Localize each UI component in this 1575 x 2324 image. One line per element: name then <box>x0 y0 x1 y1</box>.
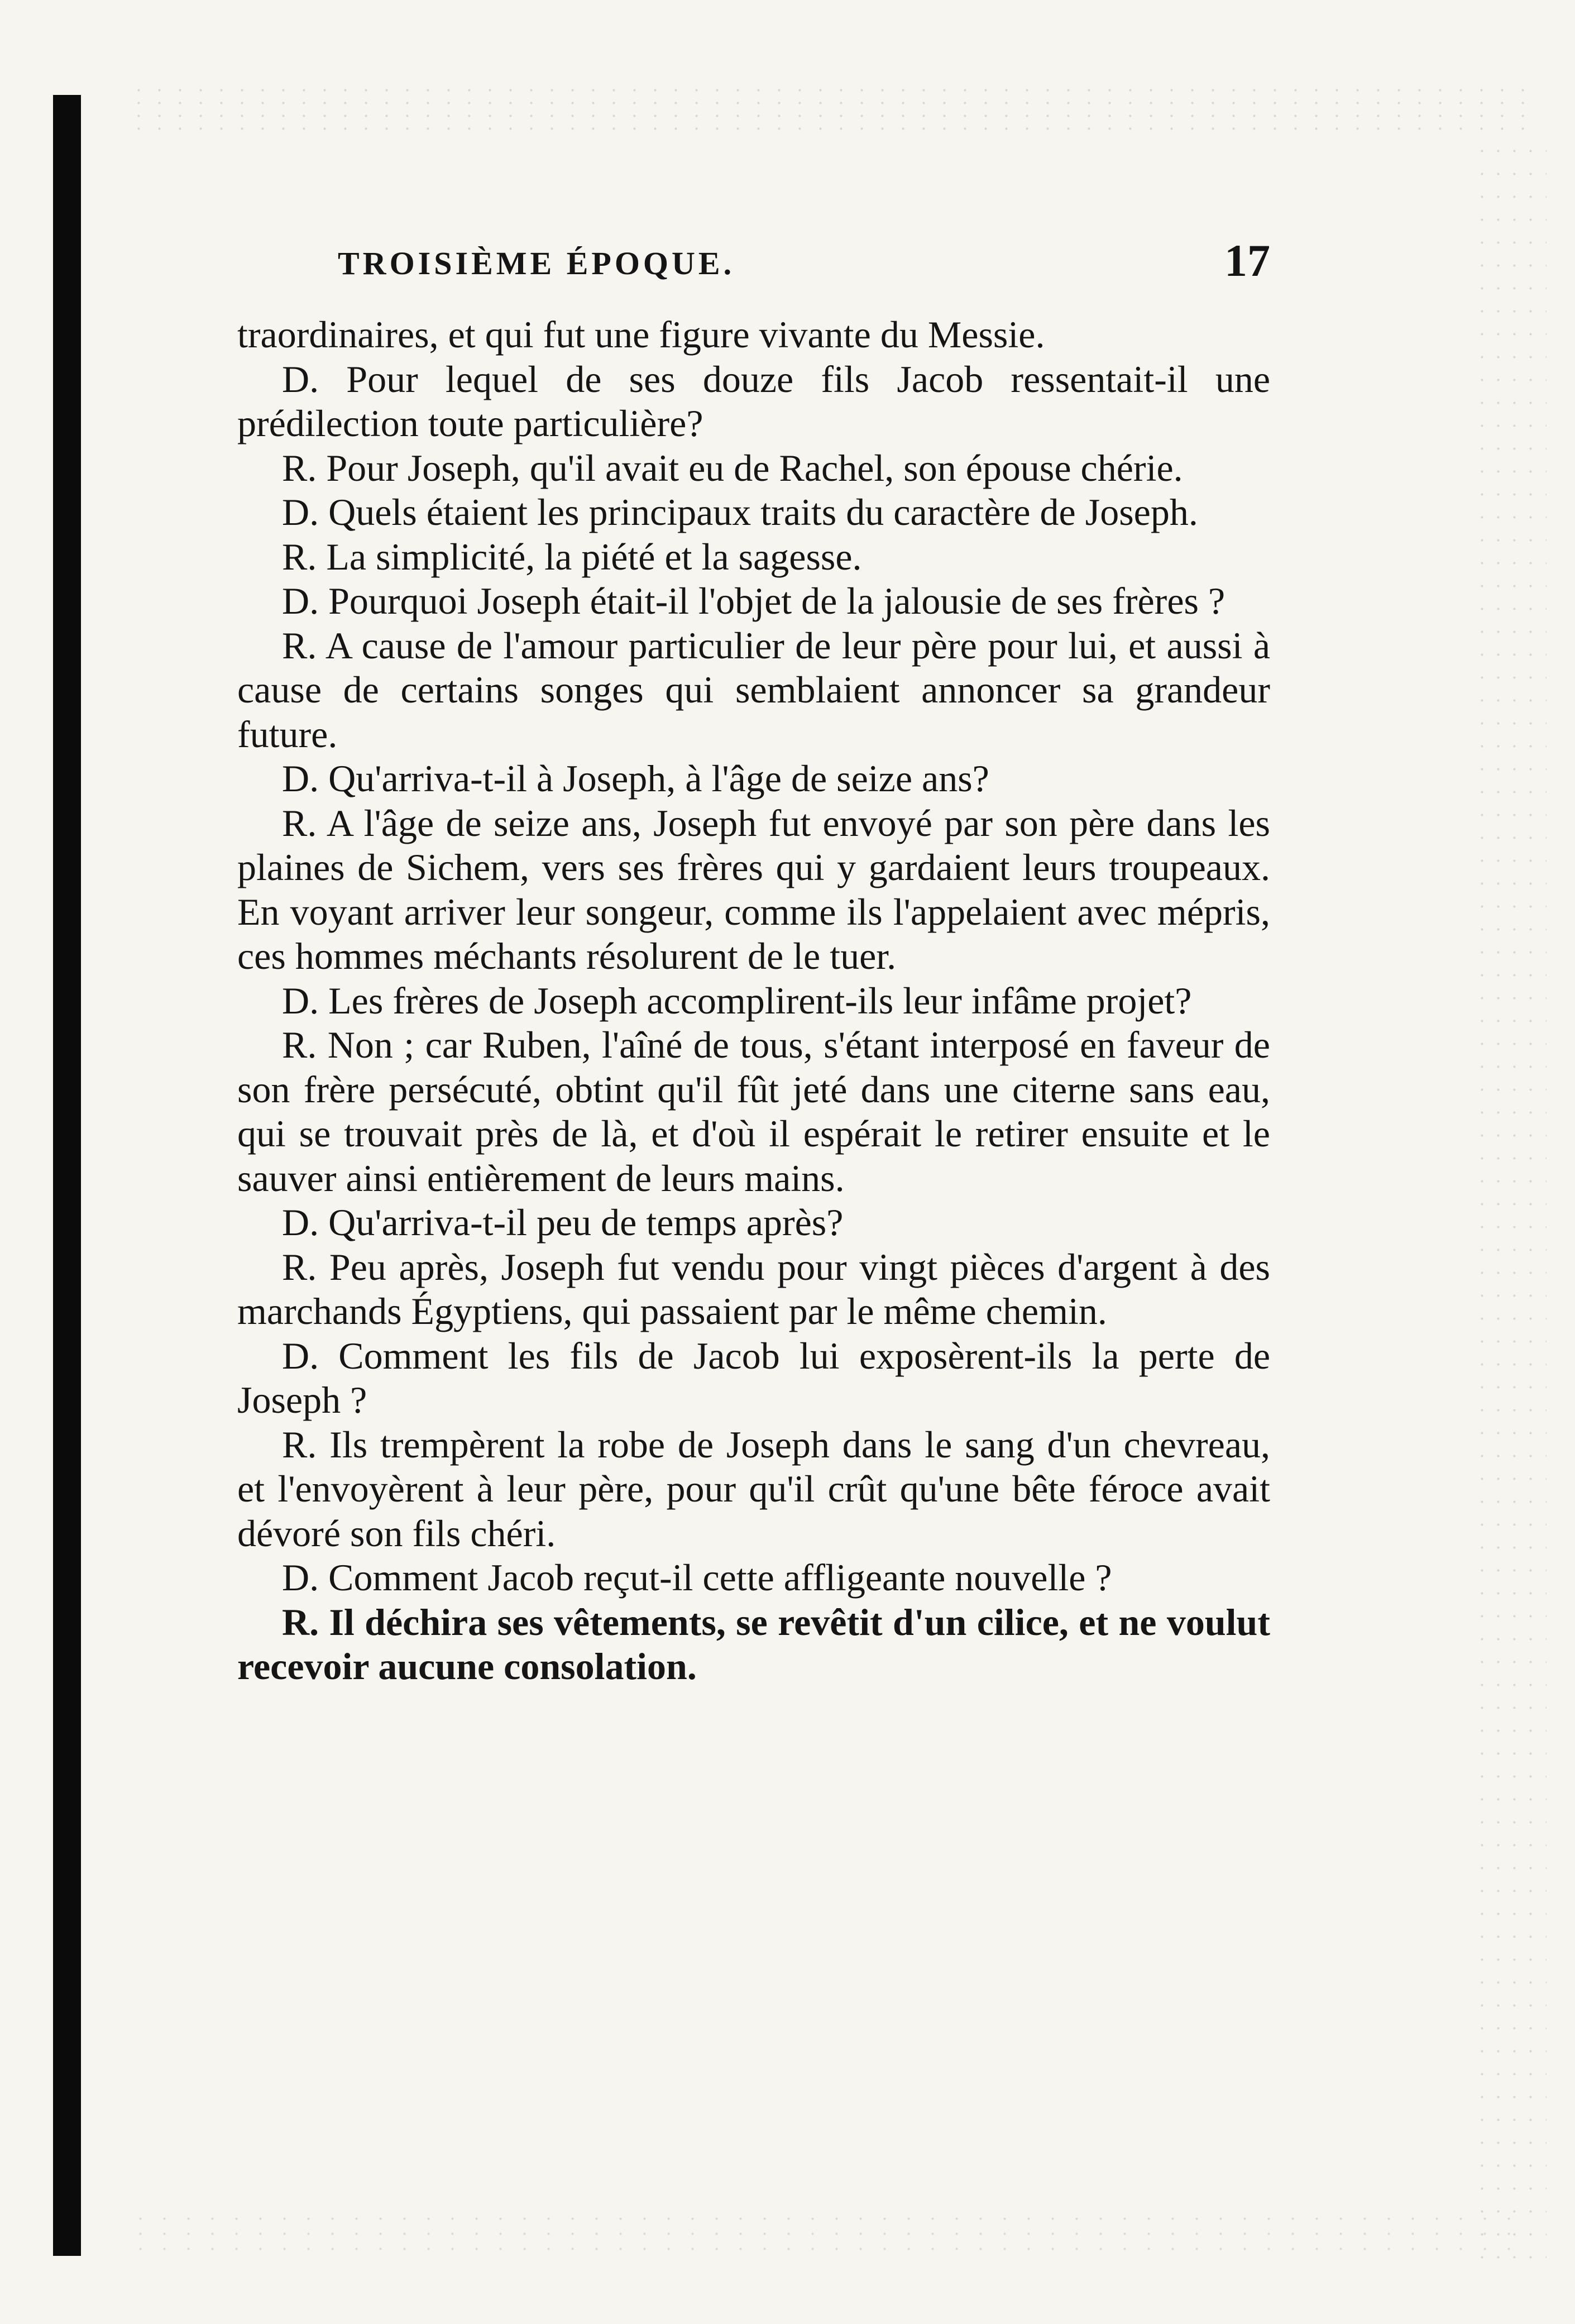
question-paragraph: D. Comment les fils de Jacob lui exposèrent-ils la perte de Joseph ? <box>237 1334 1270 1421</box>
answer-paragraph: R. Peu après, Joseph fut vendu pour vingt pièces d'argent à des marchands Égyptiens, qui passaient par le même chemin. <box>237 1245 1270 1332</box>
paragraph-continuation: traordinaires, et qui fut une figure vivante du Messie. <box>237 313 1045 356</box>
question-paragraph: D. Les frères de Joseph accomplirent-ils leur infâme projet? <box>282 979 1192 1022</box>
answer-paragraph: R. Ils trempèrent la robe de Joseph dans le sang d'un chevreau, et l'envoyèrent à leur père, pour qu'il crût qu'une bête féroce avait dévoré son fils chéri. <box>237 1423 1270 1555</box>
binding-shadow <box>53 95 81 2256</box>
paper-speckle-top <box>128 84 1524 134</box>
question-paragraph: D. Qu'arriva-t-il peu de temps après? <box>282 1201 844 1244</box>
body-text <box>237 313 1270 1689</box>
answer-paragraph: R. A cause de l'amour particulier de leur père pour lui, et aussi à cause de certains songes qui semblaient annoncer sa grandeur future. <box>237 624 1270 755</box>
answer-paragraph: R. Non ; car Ruben, l'aîné de tous, s'étant interposé en faveur de son frère persécuté, obtint qu'il fût jeté dans une citerne sans eau, qui se trouvait près de là, et d'où il espérait le retirer ensuite et le sauver ainsi entièrement de leurs mains. <box>237 1024 1270 1199</box>
answer-paragraph: R. La simplicité, la piété et la sagesse. <box>282 535 862 578</box>
question-paragraph: D. Qu'arriva-t-il à Joseph, à l'âge de seize ans? <box>282 757 989 800</box>
page-number: 17 <box>1224 235 1270 286</box>
answer-paragraph: R. Pour Joseph, qu'il avait eu de Rachel, son épouse chérie. <box>282 446 1183 489</box>
question-paragraph: D. Pourquoi Joseph était-il l'objet de la jalousie de ses frères ? <box>282 580 1225 622</box>
question-paragraph: D. Pour lequel de ses douze fils Jacob ressentait-il une prédilection toute particulière? <box>237 357 1270 444</box>
answer-paragraph: R. A l'âge de seize ans, Joseph fut envoyé par son père dans les plaines de Sichem, vers ses frères qui y gardaient leurs troupeaux. En voyant arriver leur songeur, comme ils l'appelaient avec mépris, ces hommes méchants résolurent de le tuer. <box>237 801 1270 977</box>
running-head <box>237 235 1270 296</box>
question-paragraph: D. Comment Jacob reçut-il cette affligeante nouvelle ? <box>282 1556 1112 1599</box>
question-paragraph: D. Quels étaient les principaux traits du caractère de Joseph. <box>282 491 1198 533</box>
running-head-title: TROISIÈME ÉPOQUE. <box>338 245 735 281</box>
paper-speckle-right <box>1474 140 1547 2261</box>
answer-paragraph: R. Il déchira ses vêtements, se revêtit d'un cilice, et ne voulut recevoir aucune consolation. <box>237 1600 1270 1687</box>
paper-speckle-bottom <box>128 2211 1524 2256</box>
